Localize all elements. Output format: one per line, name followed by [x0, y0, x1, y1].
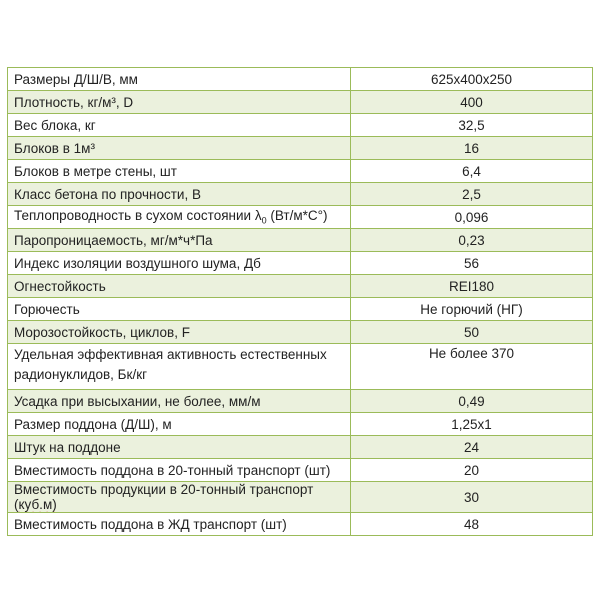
value-cell: Не горючий (НГ): [351, 298, 593, 321]
parameter-cell: [8, 482, 351, 513]
table-row: [8, 137, 593, 160]
value-cell: 2,5: [351, 183, 593, 206]
parameter-cell: Размер поддона (Д/Ш), м: [8, 413, 351, 436]
table-row: [8, 321, 593, 344]
value-cell: 48: [351, 513, 593, 536]
table-row: [8, 183, 593, 206]
table-row: [8, 390, 593, 413]
table-row: [8, 114, 593, 137]
value-cell: 0,49: [351, 390, 593, 413]
parameter-cell: Вес блока, кг: [8, 114, 351, 137]
parameter-cell: Блоков в 1м³: [8, 137, 351, 160]
value-cell: 30: [351, 482, 593, 513]
table-row: [8, 413, 593, 436]
parameter-cell: Паропроницаемость, мг/м*ч*Па: [8, 229, 351, 252]
parameter-unit: (Вт/м*С°): [266, 208, 328, 224]
parameter-cell: Огнестойкость: [8, 275, 351, 298]
parameter-cell: Штук на поддоне: [8, 436, 351, 459]
table-row: [8, 482, 593, 513]
table-row: [8, 459, 593, 482]
value-cell: 24: [351, 436, 593, 459]
table-row: [8, 229, 593, 252]
parameter-cell: Индекс изоляции воздушного шума, Дб: [8, 252, 351, 275]
value-cell: 1,25x1: [351, 413, 593, 436]
parameter-line: Удельная эффективная активность естественных: [14, 347, 327, 362]
parameter-line: радионуклидов, Бк/кг: [14, 367, 148, 382]
table-row: [8, 160, 593, 183]
parameter-cell: Блоков в метре стены, шт: [8, 160, 351, 183]
parameter-cell: Плотность, кг/м³, D: [8, 91, 351, 114]
table-row: [8, 275, 593, 298]
value-cell: 20: [351, 459, 593, 482]
value-cell: Не более 370: [351, 344, 593, 390]
value-cell: 56: [351, 252, 593, 275]
subscript: 0: [261, 215, 267, 226]
table-row: [8, 91, 593, 114]
table-row: [8, 298, 593, 321]
value-cell: 16: [351, 137, 593, 160]
parameter-cell: Размеры Д/Ш/В, мм: [8, 68, 351, 91]
parameter-cell: Морозостойкость, циклов, F: [8, 321, 351, 344]
specifications-table: [7, 67, 593, 536]
parameter-cell: Горючесть: [8, 298, 351, 321]
table-row: [8, 344, 593, 390]
value-cell: 0,23: [351, 229, 593, 252]
parameter-cell: Вместимость поддона в ЖД транспорт (шт): [8, 513, 351, 536]
spellcheck-marked-text: (куб.м): [14, 497, 57, 512]
parameter-cell: [8, 206, 351, 229]
parameter-cell: Вместимость поддона в 20-тонный транспорт (шт): [8, 459, 351, 482]
table-row: [8, 206, 593, 229]
parameter-cell: Усадка при высыхании, не более, мм/м: [8, 390, 351, 413]
parameter-cell: [8, 344, 351, 390]
parameter-text: Теплопроводность в сухом состоянии λ: [14, 208, 262, 224]
parameter-cell: Класс бетона по прочности, В: [8, 183, 351, 206]
value-cell: 0,096: [351, 206, 593, 229]
value-cell: 6,4: [351, 160, 593, 183]
table-row: [8, 513, 593, 536]
value-cell: 625x400x250: [351, 68, 593, 91]
table-row: [8, 436, 593, 459]
table-row: [8, 68, 593, 91]
table-row: [8, 252, 593, 275]
value-cell: 32,5: [351, 114, 593, 137]
value-cell: 400: [351, 91, 593, 114]
parameter-text: Вместимость продукции в 20-тонный транспорт: [14, 482, 314, 497]
value-cell: 50: [351, 321, 593, 344]
value-cell: REI180: [351, 275, 593, 298]
